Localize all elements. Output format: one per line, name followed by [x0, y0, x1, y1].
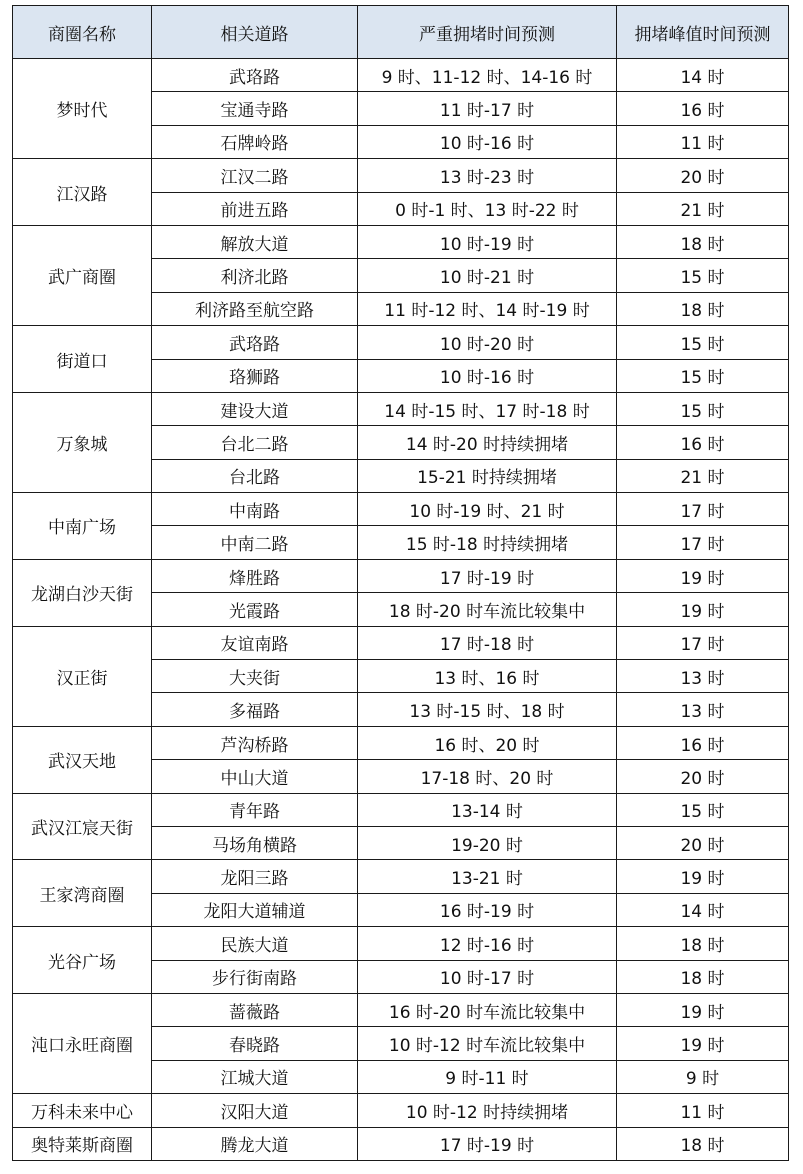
road-name-cell: 宝通寺路 [152, 92, 358, 125]
congestion-time-cell: 14 时-20 时持续拥堵 [358, 426, 617, 459]
road-name-cell: 民族大道 [152, 927, 358, 960]
district-name-cell: 武汉江宸天街 [13, 793, 152, 860]
road-name-cell: 中山大道 [152, 760, 358, 793]
header-road: 相关道路 [152, 6, 358, 59]
road-name-cell: 中南路 [152, 493, 358, 526]
peak-time-cell: 15 时 [617, 326, 789, 359]
road-name-cell: 烽胜路 [152, 559, 358, 592]
road-name-cell: 步行街南路 [152, 960, 358, 993]
peak-time-cell: 19 时 [617, 559, 789, 592]
peak-time-cell: 18 时 [617, 927, 789, 960]
peak-time-cell: 16 时 [617, 726, 789, 759]
road-name-cell: 蔷薇路 [152, 993, 358, 1026]
peak-time-cell: 15 时 [617, 793, 789, 826]
peak-time-cell: 13 时 [617, 693, 789, 726]
road-name-cell: 龙阳三路 [152, 860, 358, 893]
district-name-cell: 万象城 [13, 392, 152, 492]
road-name-cell: 友谊南路 [152, 626, 358, 659]
peak-time-cell: 20 时 [617, 826, 789, 859]
peak-time-cell: 14 时 [617, 893, 789, 926]
road-name-cell: 台北二路 [152, 426, 358, 459]
peak-time-cell: 13 时 [617, 660, 789, 693]
road-name-cell: 珞狮路 [152, 359, 358, 392]
table-row [13, 860, 789, 893]
congestion-time-cell: 10 时-17 时 [358, 960, 617, 993]
district-name-cell: 万科未来中心 [13, 1094, 152, 1127]
peak-time-cell: 18 时 [617, 960, 789, 993]
congestion-time-cell: 13 时-15 时、18 时 [358, 693, 617, 726]
table-row [13, 225, 789, 258]
congestion-time-cell: 13-21 时 [358, 860, 617, 893]
table-row [13, 326, 789, 359]
road-name-cell: 腾龙大道 [152, 1127, 358, 1160]
congestion-time-cell: 17 时-19 时 [358, 559, 617, 592]
peak-time-cell: 21 时 [617, 192, 789, 225]
peak-time-cell: 17 时 [617, 526, 789, 559]
table-row [13, 793, 789, 826]
road-name-cell: 解放大道 [152, 225, 358, 258]
road-name-cell: 大夹街 [152, 660, 358, 693]
table-row [13, 159, 789, 192]
peak-time-cell: 19 时 [617, 860, 789, 893]
congestion-time-cell: 13-14 时 [358, 793, 617, 826]
district-name-cell: 王家湾商圈 [13, 860, 152, 927]
district-name-cell: 武汉天地 [13, 726, 152, 793]
congestion-time-cell: 10 时-21 时 [358, 259, 617, 292]
peak-time-cell: 19 时 [617, 993, 789, 1026]
road-name-cell: 武珞路 [152, 59, 358, 92]
peak-time-cell: 14 时 [617, 59, 789, 92]
peak-time-cell: 15 时 [617, 259, 789, 292]
congestion-time-cell: 11 时-17 时 [358, 92, 617, 125]
congestion-time-cell: 16 时-19 时 [358, 893, 617, 926]
peak-time-cell: 18 时 [617, 292, 789, 325]
road-name-cell: 中南二路 [152, 526, 358, 559]
congestion-time-cell: 19-20 时 [358, 826, 617, 859]
district-name-cell: 武广商圈 [13, 225, 152, 325]
traffic-forecast-table [12, 5, 789, 1161]
road-name-cell: 青年路 [152, 793, 358, 826]
district-name-cell: 龙湖白沙天街 [13, 559, 152, 626]
road-name-cell: 利济路至航空路 [152, 292, 358, 325]
peak-time-cell: 21 时 [617, 459, 789, 492]
congestion-time-cell: 10 时-12 时车流比较集中 [358, 1027, 617, 1060]
road-name-cell: 芦沟桥路 [152, 726, 358, 759]
table-row [13, 1127, 789, 1160]
district-name-cell: 汉正街 [13, 626, 152, 726]
peak-time-cell: 20 时 [617, 159, 789, 192]
peak-time-cell: 16 时 [617, 426, 789, 459]
congestion-time-cell: 10 时-16 时 [358, 125, 617, 158]
congestion-time-cell: 15-21 时持续拥堵 [358, 459, 617, 492]
peak-time-cell: 18 时 [617, 225, 789, 258]
congestion-time-cell: 16 时、20 时 [358, 726, 617, 759]
road-name-cell: 多福路 [152, 693, 358, 726]
congestion-time-cell: 10 时-19 时、21 时 [358, 493, 617, 526]
road-name-cell: 龙阳大道辅道 [152, 893, 358, 926]
traffic-forecast-table-container [12, 5, 789, 1161]
congestion-time-cell: 14 时-15 时、17 时-18 时 [358, 392, 617, 425]
congestion-time-cell: 13 时-23 时 [358, 159, 617, 192]
congestion-time-cell: 15 时-18 时持续拥堵 [358, 526, 617, 559]
peak-time-cell: 15 时 [617, 392, 789, 425]
peak-time-cell: 9 时 [617, 1060, 789, 1093]
table-row [13, 392, 789, 425]
congestion-time-cell: 11 时-12 时、14 时-19 时 [358, 292, 617, 325]
congestion-time-cell: 9 时-11 时 [358, 1060, 617, 1093]
congestion-time-cell: 16 时-20 时车流比较集中 [358, 993, 617, 1026]
peak-time-cell: 11 时 [617, 125, 789, 158]
peak-time-cell: 20 时 [617, 760, 789, 793]
congestion-time-cell: 9 时、11-12 时、14-16 时 [358, 59, 617, 92]
table-row [13, 993, 789, 1026]
congestion-time-cell: 10 时-16 时 [358, 359, 617, 392]
peak-time-cell: 17 时 [617, 493, 789, 526]
road-name-cell: 江城大道 [152, 1060, 358, 1093]
header-congestion-forecast: 严重拥堵时间预测 [358, 6, 617, 59]
road-name-cell: 春晓路 [152, 1027, 358, 1060]
congestion-time-cell: 18 时-20 时车流比较集中 [358, 593, 617, 626]
peak-time-cell: 15 时 [617, 359, 789, 392]
table-row [13, 559, 789, 592]
road-name-cell: 利济北路 [152, 259, 358, 292]
peak-time-cell: 16 时 [617, 92, 789, 125]
congestion-time-cell: 10 时-12 时持续拥堵 [358, 1094, 617, 1127]
peak-time-cell: 19 时 [617, 1027, 789, 1060]
congestion-time-cell: 10 时-20 时 [358, 326, 617, 359]
table-row [13, 626, 789, 659]
peak-time-cell: 19 时 [617, 593, 789, 626]
peak-time-cell: 17 时 [617, 626, 789, 659]
table-row [13, 1094, 789, 1127]
road-name-cell: 石牌岭路 [152, 125, 358, 158]
table-body [13, 59, 789, 1161]
table-row [13, 59, 789, 92]
road-name-cell: 光霞路 [152, 593, 358, 626]
district-name-cell: 梦时代 [13, 59, 152, 159]
road-name-cell: 建设大道 [152, 392, 358, 425]
district-name-cell: 光谷广场 [13, 927, 152, 994]
congestion-time-cell: 17 时-18 时 [358, 626, 617, 659]
header-district: 商圈名称 [13, 6, 152, 59]
road-name-cell: 前进五路 [152, 192, 358, 225]
congestion-time-cell: 12 时-16 时 [358, 927, 617, 960]
congestion-time-cell: 10 时-19 时 [358, 225, 617, 258]
congestion-time-cell: 17 时-19 时 [358, 1127, 617, 1160]
header-peak-forecast: 拥堵峰值时间预测 [617, 6, 789, 59]
congestion-time-cell: 17-18 时、20 时 [358, 760, 617, 793]
road-name-cell: 台北路 [152, 459, 358, 492]
district-name-cell: 沌口永旺商圈 [13, 993, 152, 1093]
peak-time-cell: 18 时 [617, 1127, 789, 1160]
congestion-time-cell: 13 时、16 时 [358, 660, 617, 693]
header-row [13, 6, 789, 59]
table-row [13, 927, 789, 960]
district-name-cell: 中南广场 [13, 493, 152, 560]
table-row [13, 726, 789, 759]
peak-time-cell: 11 时 [617, 1094, 789, 1127]
district-name-cell: 江汉路 [13, 159, 152, 226]
congestion-time-cell: 0 时-1 时、13 时-22 时 [358, 192, 617, 225]
district-name-cell: 街道口 [13, 326, 152, 393]
road-name-cell: 江汉二路 [152, 159, 358, 192]
road-name-cell: 汉阳大道 [152, 1094, 358, 1127]
road-name-cell: 武珞路 [152, 326, 358, 359]
district-name-cell: 奥特莱斯商圈 [13, 1127, 152, 1160]
table-row [13, 493, 789, 526]
road-name-cell: 马场角横路 [152, 826, 358, 859]
